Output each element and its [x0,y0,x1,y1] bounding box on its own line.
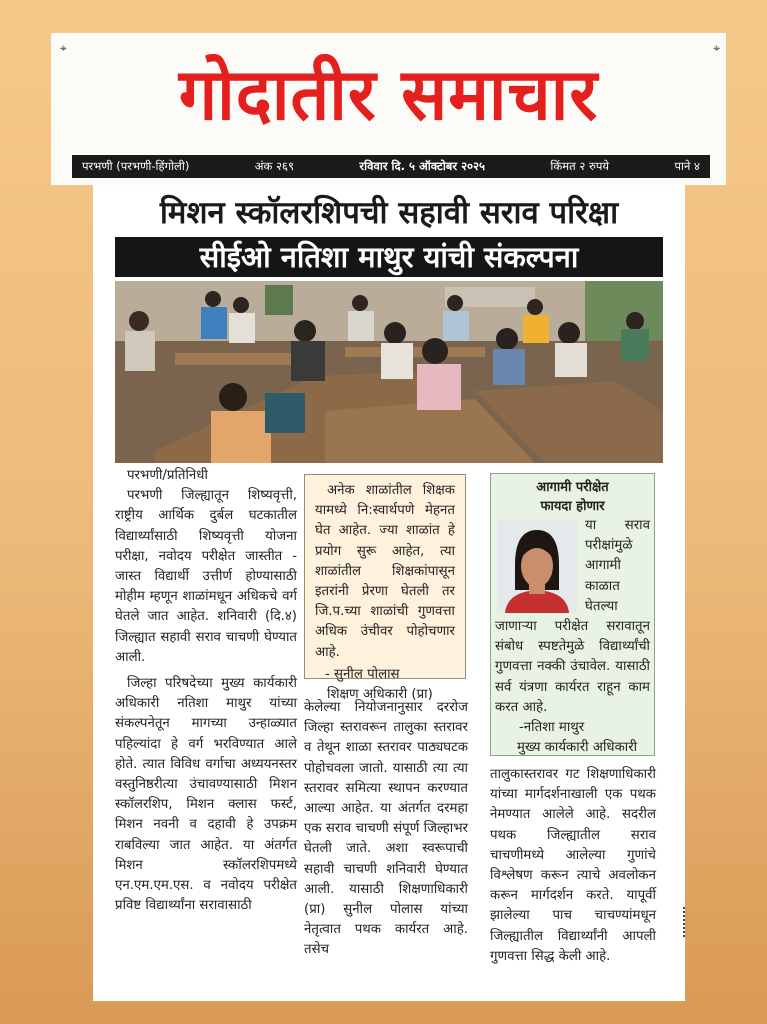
article-column-2 [304,698,468,961]
article-clipping [93,185,685,1001]
registration-mark-icon: ⌖ [713,41,720,55]
side-box-author-title: मुख्य कार्यकारी अधिकारी [517,740,638,756]
issue-price: किंमत २ रुपये [550,159,610,173]
quote-text: अनेक शाळांतील शिक्षक यामध्ये नि:स्वार्थपणे मेहनत घेत आहेत. ज्या शाळांत हे प्रयोग सुरू आहेत, त्या शाळांतील शिक्षकांपासून इतरांनी प्रेरणा घेतली तर जि.प.च्या शाळांची गुणवत्ता अधिक उंचीवर पोहोचणार आहे. [315,483,455,660]
registration-mark-icon: ⌖ [60,41,67,55]
classroom-exam-photo [115,281,663,463]
page-edge-divider [683,907,689,937]
newspaper-title: गोदातीर समाचार [178,54,599,137]
newspaper-masthead [51,33,726,185]
ceo-portrait-photo [497,520,577,613]
quote-box-education-officer [304,474,466,703]
article-column-1 [115,466,297,916]
quote-author: - सुनील पोलास [325,666,400,682]
page-count: पाने ४ [674,159,700,173]
side-box-title-line-1: आगामी परीक्षेत [536,480,609,495]
edition-info-bar [72,155,710,178]
article-paragraph: परभणी जिल्ह्यातून शिष्यवृत्ती, राष्ट्रीय आर्थिक दुर्बल घटकातील विद्यार्थ्यांसाठी शिष्यवृत्ती योजना परीक्षा, नवोदय परीक्षेत जास्तीत - जास्त विद्यार्थी उत्तीर्ण होण्यासाठी मोहीम म्हणून शाळांमधून अधिकचे वर्ग घेतले जात आहेत. शनिवारी (दि.४) जिल्ह्यात सहावी सराव चाचणी घेण्यात आली. [115,488,297,665]
article-subheadline: सीईओ नतिशा माथुर यांची संकल्पना [115,237,663,277]
issue-date: रविवार दि. ५ ऑक्टोबर २०२५ [359,159,485,173]
quote-author-title: शिक्षण अधिकारी (प्रा) [327,687,433,703]
article-column-3 [490,765,656,967]
issue-number: अंक २६९ [254,159,294,173]
side-box-text: या सराव परीक्षांमुळे आगामी काळात घेतल्या जाणाऱ्या परीक्षेत सरावातून संबोध स्पष्टतेमुळे विद्यार्थ्यांची गुणवत्ता नक्की उंचावेल. यासाठी सर्व यंत्रणा कार्यरत राहून काम करत आहे. [495,518,650,715]
article-paragraph: तालुकास्तरावर गट शिक्षणाधिकारी यांच्या मार्गदर्शनाखाली एक पथक नेमण्यात आलेले आहे. सदरील पथक जिल्ह्यातील सराव चाचणीमध्ये आलेल्या गुणांचे विश्लेषण करून त्याचे अवलोकन करून मार्गदर्शन करते. यापूर्वी झालेल्या पाच चाचण्यांमधून जिल्ह्यातील विद्यार्थ्यांनी आपली गुणवत्ता सिद्ध केली आहे. [490,767,656,964]
article-dateline: परभणी/प्रतिनिधी [127,468,208,483]
edition-label: परभणी (परभणी-हिंगोली) [82,159,190,173]
side-box-title-line-2: फायदा होणार [540,499,605,514]
article-headline: मिशन स्कॉलरशिपची सहावी सराव परिक्षा [159,195,619,231]
side-box-author: -नतिशा माथुर [519,720,585,736]
side-box-ceo-quote [490,473,655,756]
article-paragraph: जिल्हा परिषदेच्या मुख्य कार्यकारी अधिकारी नतिशा माथुर यांच्या संकल्पनेतून मागच्या उन्हाळ्यात पहिल्यांदा हे वर्ग भरविण्यात आले होते. त्यात विविध वर्गाचा अध्ययनस्तर वस्तुनिष्ठरीत्या उंचावण्यासाठी मिशन स्कॉलरशिप, मिशन क्लास फर्स्ट, मिशन नवनी व दहावी हे उपक्रम राबविल्या जात आहेत. या अंतर्गत मिशन स्कॉलरशिपमध्ये एन.एम.एम.एस. व नवोदय परीक्षेत प्रविष्ट विद्यार्थ्यांना सरावासाठी [115,676,297,914]
article-paragraph: केलेल्या नियोजनानुसार दररोज जिल्हा स्तरावरून तालुका स्तरावर व तेथून शाळा स्तरावर पाठ्यघटक पोहोचवला जातो. यासाठी त्या त्या स्तरावर समित्या स्थापन करण्यात आल्या आहेत. या अंतर्गत दरमहा एक सराव चाचणी संपूर्ण जिल्हाभर घेतली जाते. अशा स्वरूपाची सहावी चाचणी शनिवारी घेण्यात आली. यासाठी शिक्षणाधिकारी (प्रा) सुनील पोलास यांच्या नेतृत्वात पथक कार्यरत आहे. तसेच [304,700,468,958]
